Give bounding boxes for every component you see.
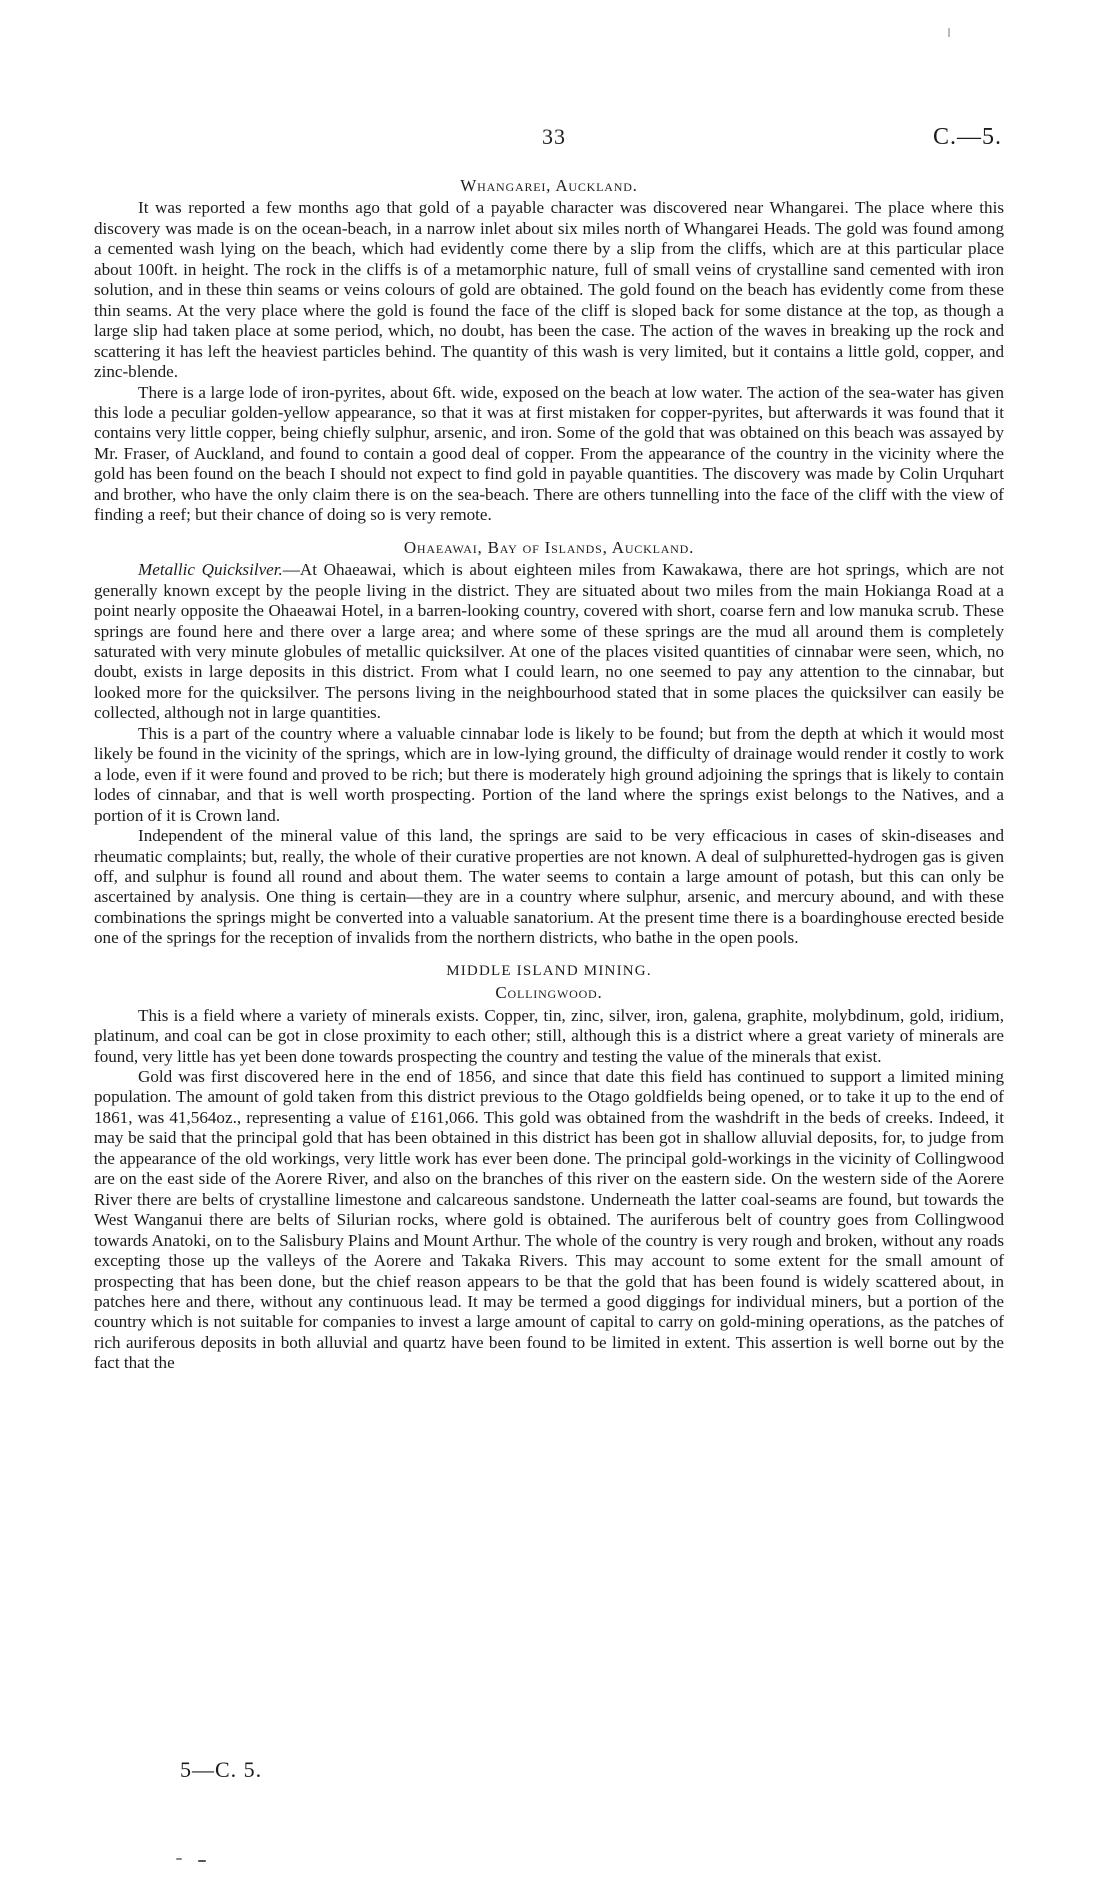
paragraph — [94, 560, 1004, 724]
scan-speck — [948, 28, 950, 37]
section-heading-whangarei: Whangarei, Auckland. — [460, 176, 638, 195]
section-heading-middle-island: MIDDLE ISLAND MINING. — [446, 962, 652, 979]
paragraph: Independent of the mineral value of this land, the springs are said to be very efficacious in cases of skin-diseases and rheumatic complaints; but, really, the whole of their curative properties are not known. A deal of sulphuretted-hydrogen gas is given off, and sulphur is found all round and about them. The water seems to contain a large amount of potash, but this can only be ascertained by analysis. One thing is certain—they are in a country where sulphur, arsenic, and mercury abound, and with these combinations the springs might be converted into a valuable sanatorium. At the present time there is a boardinghouse erected beside one of the springs for the reception of invalids from the northern districts, who bathe in the open pools. — [94, 826, 1004, 948]
series-number: C.—5. — [932, 124, 1002, 150]
paragraph: This is a part of the country where a valuable cinnabar lode is likely to be found; but from the depth at which it would most likely be found in the vicinity of the springs, which are in low-lying ground, the difficulty of drainage would render it costly to work a lode, even if it were found and proved to be rich; but there is moderately high ground adjoining the springs that is likely to contain lodes of cinnabar, and that is well worth prospecting. Portion of the land where the springs exist belongs to the Natives, and a portion of it is Crown land. — [94, 723, 1004, 825]
paragraph-lead: Metallic Quicksilver. — [138, 560, 283, 580]
section-subheading-collingwood: Collingwood. — [495, 983, 603, 1003]
scan-speck — [198, 1860, 206, 1862]
page-signature: 5—C. 5. — [180, 1757, 263, 1782]
paragraph: This is a field where a variety of minerals exists. Copper, tin, zinc, silver, iron, galena, graphite, molybdinum, gold, iridium, platinum, and coal can be got in close proximity to each other; still, although this is a district where a great variety of minerals are found, very little has yet been done towards prospecting the country and testing the value of the minerals that exist. — [94, 1005, 1004, 1066]
scan-speck — [176, 1858, 182, 1860]
paragraph: There is a large lode of iron-pyrites, about 6ft. wide, exposed on the beach at low water. The action of the sea-water has given this lode a peculiar golden-yellow appearance, so that it was at first mistaken for copper-pyrites, but afterwards it was found that it contains very little copper, being chiefly sulphur, arsenic, and iron. Some of the gold that was obtained on this beach was assayed by Mr. Fraser, of Auckland, and found to contain a good deal of copper. From the appearance of the country in the vicinity where the gold has been found on the beach I should not expect to find gold in payable quantities. The discovery was made by Colin Urquhart and brother, who have the only claim there is on the sea-beach. There are others tunnelling into the face of the cliff with the view of finding a reef; but their chance of doing so is very remote. — [94, 382, 1004, 525]
page-number: 33 — [542, 124, 566, 149]
section-heading-ohaeawai: Ohaeawai, Bay of Islands, Auckland. — [403, 537, 695, 557]
document-body — [94, 176, 1004, 1374]
paragraph: It was reported a few months ago that gold of a payable character was discovered near Whangarei. The place where this discovery was made is on the ocean-beach, in a narrow inlet about six miles north of Whangarei Heads. The gold was found among a cemented wash lying on the beach, which had evidently come there by a slip from the cliffs, which are at this particular place about 100ft. in height. The rock in the cliffs is of a metamorphic nature, full of small veins of crystalline sand cemented with iron solution, and in these thin seams or veins colours of gold are obtained. The gold found on the beach has evidently come from these thin seams. At the very place where the gold is found the face of the cliff is sloped back for some distance at the top, as though a large slip had taken place at some period, which, no doubt, has been the case. The action of the waves in breaking up the rock and scattering it has left the heaviest particles behind. The quantity of this wash is very limited, but it contains a little gold, copper, and zinc-blende. — [94, 198, 1004, 382]
paragraph: Gold was first discovered here in the end of 1856, and since that date this field has continued to support a limited mining population. The amount of gold taken from this district previous to the Otago goldfields being opened, or to take it up to the end of 1861, was 41,564oz., representing a value of £161,066. This gold was obtained from the washdrift in the beds of creeks. Indeed, it may be said that the principal gold that has been obtained in this district has been got in shallow alluvial deposits, for, to judge from the appearance of the old workings, very little work has ever been done. The principal gold-workings in the vicinity of Collingwood are on the east side of the Aorere River, and also on the branches of this river on the eastern side. On the western side of the Aorere River there are belts of crystalline limestone and calcareous sandstone. Underneath the latter coal-seams are found, but towards the West Wanganui there are belts of Silurian rocks, where gold is obtained. The auriferous belt of country goes from Collingwood towards Anatoki, on to the Salisbury Plains and Mount Arthur. The whole of the country is very rough and broken, without any roads excepting those up the valleys of the Aorere and Takaka Rivers. This may account to some extent for the small amount of prospecting that has been done, but the chief reason appears to be that the gold that has been found is widely scattered about, in patches here and there, without any continuous lead. It may be termed a good diggings for individual miners, but a portion of the country which is not suitable for companies to invest a large amount of capital to carry on gold-mining operations, as the patches of rich auriferous deposits in both alluvial and quartz have been found to be limited in extent. This assertion is well borne out by the fact that the — [94, 1067, 1004, 1373]
paragraph-text: —At Ohaeawai, which is about eighteen miles from Kawakawa, there are hot springs, which are not generally known except by the people living in the district. They are situated about two miles from the main Hokianga Road at a point nearly opposite the Ohaeawai Hotel, in a barren-looking country, covered with short, coarse fern and low manuka scrub. These springs are found here and there over a large area; and where some of these springs are the mud all around them is completely saturated with very minute globules of metallic quicksilver. At one of the places visited quantities of cinnabar were seen, which, no doubt, exists in large deposits in this district. From what I could learn, no one seemed to pay any attention to the cinnabar, but looked more for the quicksilver. The persons living in the neighbourhood stated that in some places the quicksilver can easily be collected, although not in large quantities. — [94, 560, 1004, 723]
